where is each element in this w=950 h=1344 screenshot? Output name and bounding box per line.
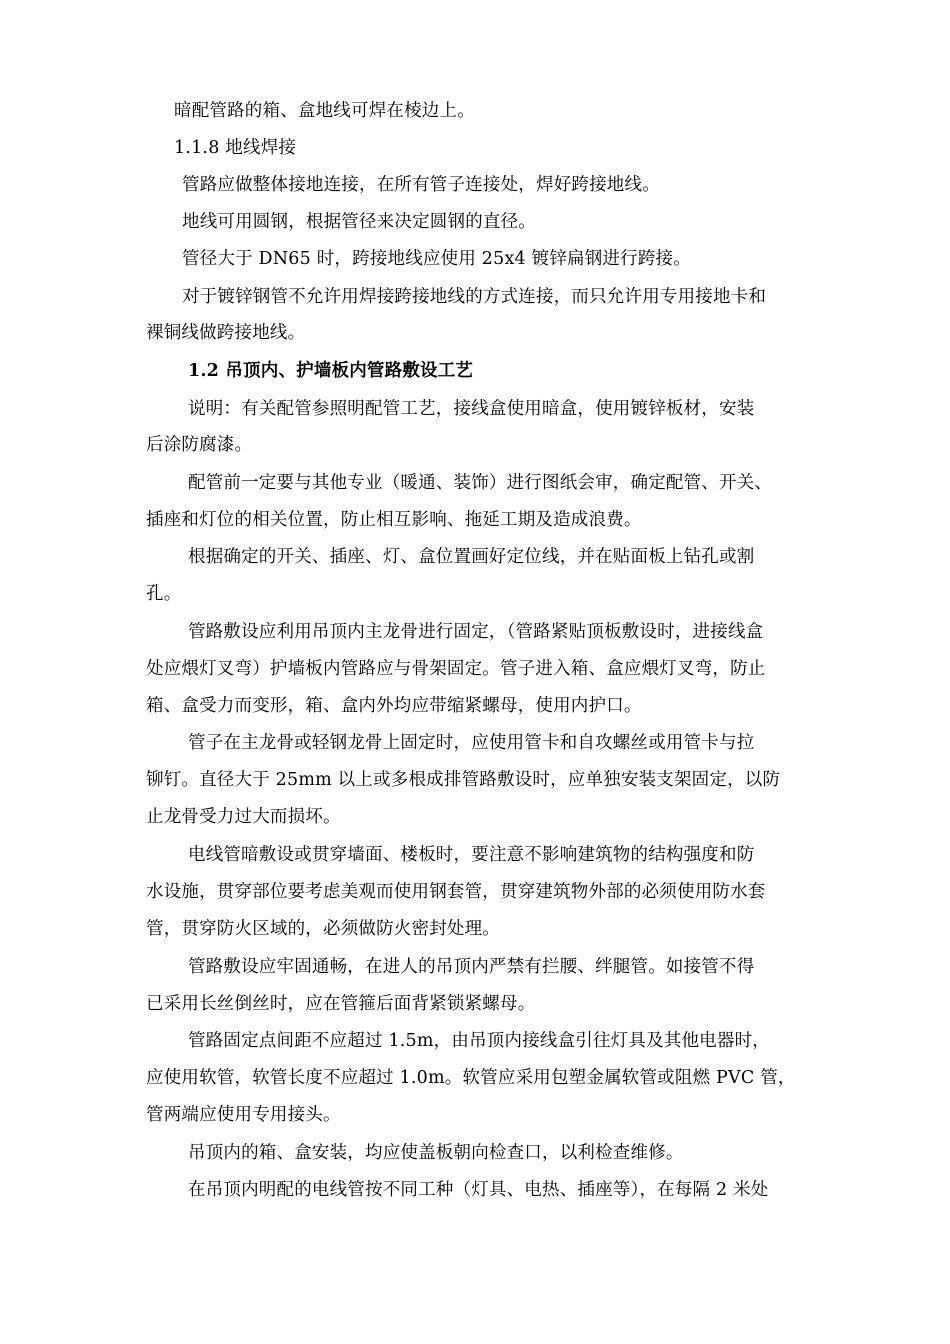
text-line: 箱、盒受力而变形，箱、盒内外均应带缩紧螺母，使用内护口。 bbox=[146, 696, 642, 716]
text-line: 暗配管路的箱、盒地线可焊在棱边上。 bbox=[174, 101, 475, 121]
text-line: 管路应做整体接地连接，在所有管子连接处，焊好跨接地线。 bbox=[182, 175, 660, 195]
section-heading-1-1-8: 1.1.8 地线焊接 bbox=[174, 138, 297, 158]
text-line: 铆钉。直径大于 25mm 以上或多根成排管路敷设时，应单独安装支架固定，以防 bbox=[146, 770, 781, 790]
text-line: 管两端应使用专用接头。 bbox=[146, 1105, 341, 1125]
text-line: 电线管暗敷设或贯穿墙面、楼板时，要注意不影响建筑物的结构强度和防 bbox=[188, 845, 755, 865]
text-line: 管路固定点间距不应超过 1.5m，由吊顶内接线盒引往灯具及其他电器时， bbox=[188, 1031, 770, 1051]
section-heading-1-2: 1.2 吊顶内、护墙板内管路敷设工艺 bbox=[188, 361, 474, 381]
text-line: 已采用长丝倒丝时，应在管箍后面背紧锁紧螺母。 bbox=[146, 994, 536, 1014]
text-line: 配管前一定要与其他专业（暖通、装饰）进行图纸会审，确定配管、开关、 bbox=[188, 473, 773, 493]
text-line: 应使用软管，软管长度不应超过 1.0m。软管应采用包塑金属软管或阻燃 PVC 管， bbox=[146, 1068, 796, 1088]
text-line: 管路敷设应牢固通畅，在进人的吊顶内严禁有拦腰、绊腿管。如接管不得 bbox=[188, 957, 755, 977]
text-line: 水设施，贯穿部位要考虑美观而使用钢套管，贯穿建筑物外部的必须使用防水套 bbox=[146, 882, 766, 902]
text-line: 地线可用圆钢，根据管径来决定圆钢的直径。 bbox=[182, 212, 536, 232]
text-line: 管子在主龙骨或轻钢龙骨上固定时，应使用管卡和自攻螺丝或用管卡与拉 bbox=[188, 733, 755, 753]
text-line: 处应煨灯叉弯）护墙板内管路应与骨架固定。管子进入箱、盒应煨灯叉弯，防止 bbox=[146, 659, 766, 679]
text-line: 根据确定的开关、插座、灯、盒位置画好定位线，并在贴面板上钻孔或割 bbox=[188, 547, 755, 567]
text-line: 插座和灯位的相关位置，防止相互影响、拖延工期及造成浪费。 bbox=[146, 510, 642, 530]
text-line: 管，贯穿防火区域的，必须做防火密封处理。 bbox=[146, 919, 500, 939]
text-line: 管径大于 DN65 时，跨接地线应使用 25x4 镀锌扁钢进行跨接。 bbox=[182, 249, 691, 269]
text-line: 对于镀锌钢管不允许用焊接跨接地线的方式连接，而只允许用专用接地卡和 bbox=[182, 287, 767, 307]
text-line: 裸铜线做跨接地线。 bbox=[146, 323, 306, 343]
text-line: 管路敷设应利用吊顶内主龙骨进行固定，（管路紧贴顶板敷设时，进接线盒 bbox=[188, 622, 764, 642]
text-line: 后涂防腐漆。 bbox=[146, 435, 253, 455]
text-line: 说明：有关配管参照明配管工艺，接线盒使用暗盒，使用镀锌板材，安装 bbox=[188, 399, 755, 419]
text-line: 止龙骨受力过大而损坏。 bbox=[146, 807, 341, 827]
text-line: 孔。 bbox=[146, 584, 182, 604]
text-line: 在吊顶内明配的电线管按不同工种（灯具、电热、插座等），在每隔 2 米处 bbox=[188, 1180, 769, 1200]
text-line: 吊顶内的箱、盒安装，均应使盖板朝向检查口，以利检查维修。 bbox=[188, 1143, 684, 1163]
